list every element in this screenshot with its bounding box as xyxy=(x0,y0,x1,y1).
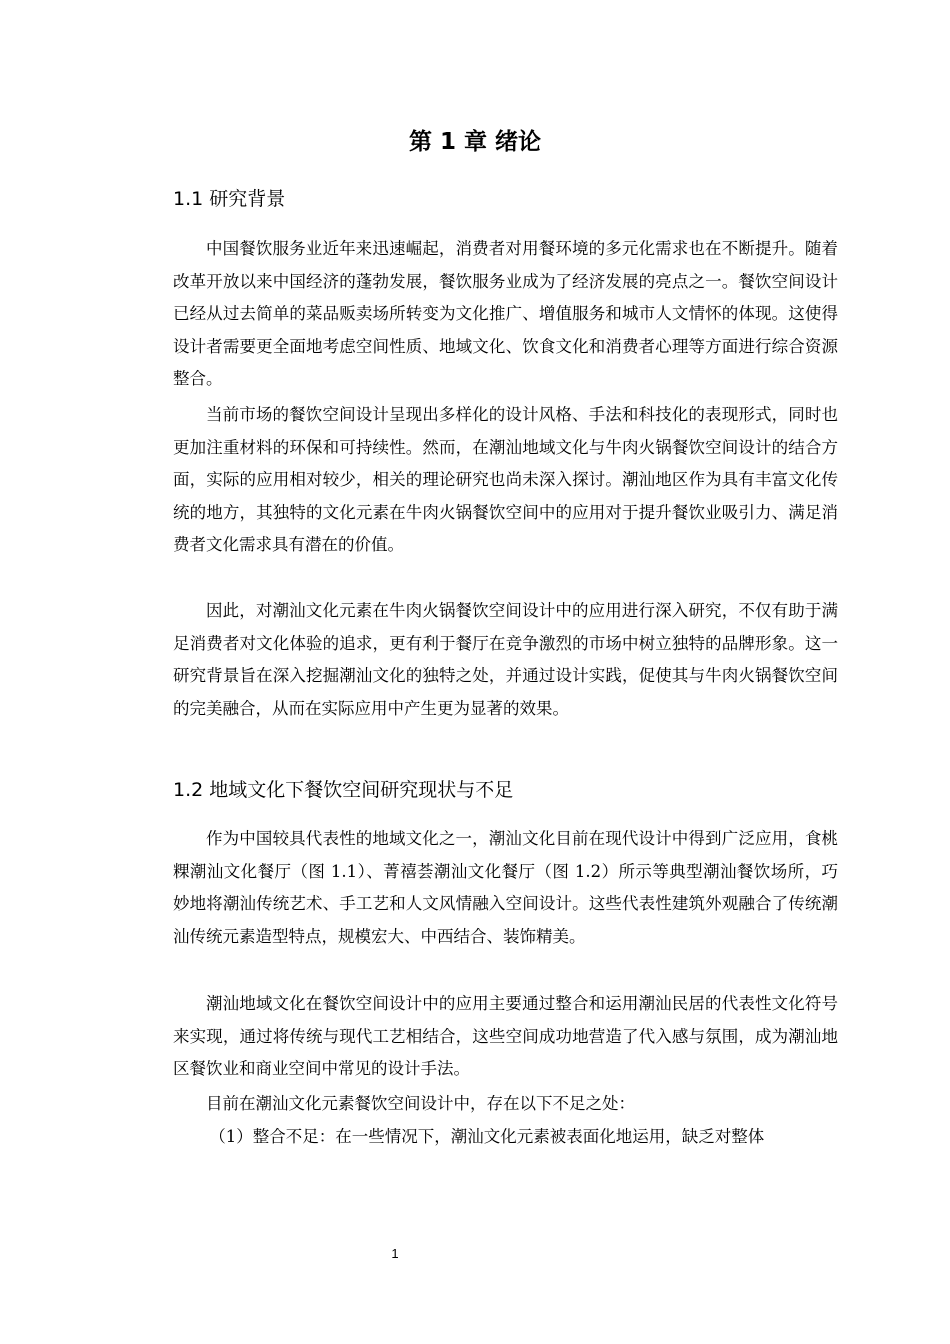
paragraph: 当前市场的餐饮空间设计呈现出多样化的设计风格、手法和科技化的表现形式，同时也更加注重材料的环保和可持续性。然而，在潮汕地域文化与牛肉火锅餐饮空间设计的结合方面，实际的应用相对较少，相关的理论研究也尚未深入探讨。潮汕地区作为具有丰富文化传统的地方，其独特的文化元素在牛肉火锅餐饮空间中的应用对于提升餐饮业吸引力、满足消费者文化需求具有潜在的价值。 xyxy=(173,405,838,554)
page-number: 1 xyxy=(391,1246,399,1261)
paragraph: 潮汕地域文化在餐饮空间设计中的应用主要通过整合和运用潮汕民居的代表性文化符号来实现，通过将传统与现代工艺相结合，这些空间成功地营造了代入感与氛围，成为潮汕地区餐饮业和商业空间中常见的设计手法。 xyxy=(173,994,838,1078)
paragraph: 目前在潮汕文化元素餐饮空间设计中，存在以下不足之处： xyxy=(206,1094,635,1113)
chapter-title: 第 1 章 绪论 xyxy=(408,129,542,155)
paragraph: 中国餐饮服务业近年来迅速崛起，消费者对用餐环境的多元化需求也在不断提升。随着改革开放以来中国经济的蓬勃发展，餐饮服务业成为了经济发展的亮点之一。餐饮空间设计已经从过去简单的菜品贩卖场所转变为文化推广、增值服务和城市人文情怀的体现。这使得设计者需要更全面地考虑空间性质、地域文化、饮食文化和消费者心理等方面进行综合资源整合。 xyxy=(173,239,838,388)
paragraph: 因此，对潮汕文化元素在牛肉火锅餐饮空间设计中的应用进行深入研究，不仅有助于满足消费者对文化体验的追求，更有利于餐厅在竞争激烈的市场中树立独特的品牌形象。这一研究背景旨在深入挖掘潮汕文化的独特之处，并通过设计实践，促使其与牛肉火锅餐饮空间的完美融合，从而在实际应用中产生更为显著的效果。 xyxy=(173,601,838,718)
paragraph: 作为中国较具代表性的地域文化之一，潮汕文化目前在现代设计中得到广泛应用，食桃粿潮汕文化餐厅（图 1.1）、菁禧荟潮汕文化餐厅（图 1.2）所示等典型潮汕餐饮场所，巧妙地将潮汕传统艺术、手工艺和人文风情融入空间设计。这些代表性建筑外观融合了传统潮汕传统元素造型特点，规模宏大、中西结合、装饰精美。 xyxy=(173,829,838,946)
list-item-paragraph: （1）整合不足：在一些情况下，潮汕文化元素被表面化地运用，缺乏对整体 xyxy=(209,1127,765,1146)
section-heading-1-2: 1.2 地域文化下餐饮空间研究现状与不足 xyxy=(173,779,514,801)
section-heading-1-1: 1.1 研究背景 xyxy=(173,188,286,210)
